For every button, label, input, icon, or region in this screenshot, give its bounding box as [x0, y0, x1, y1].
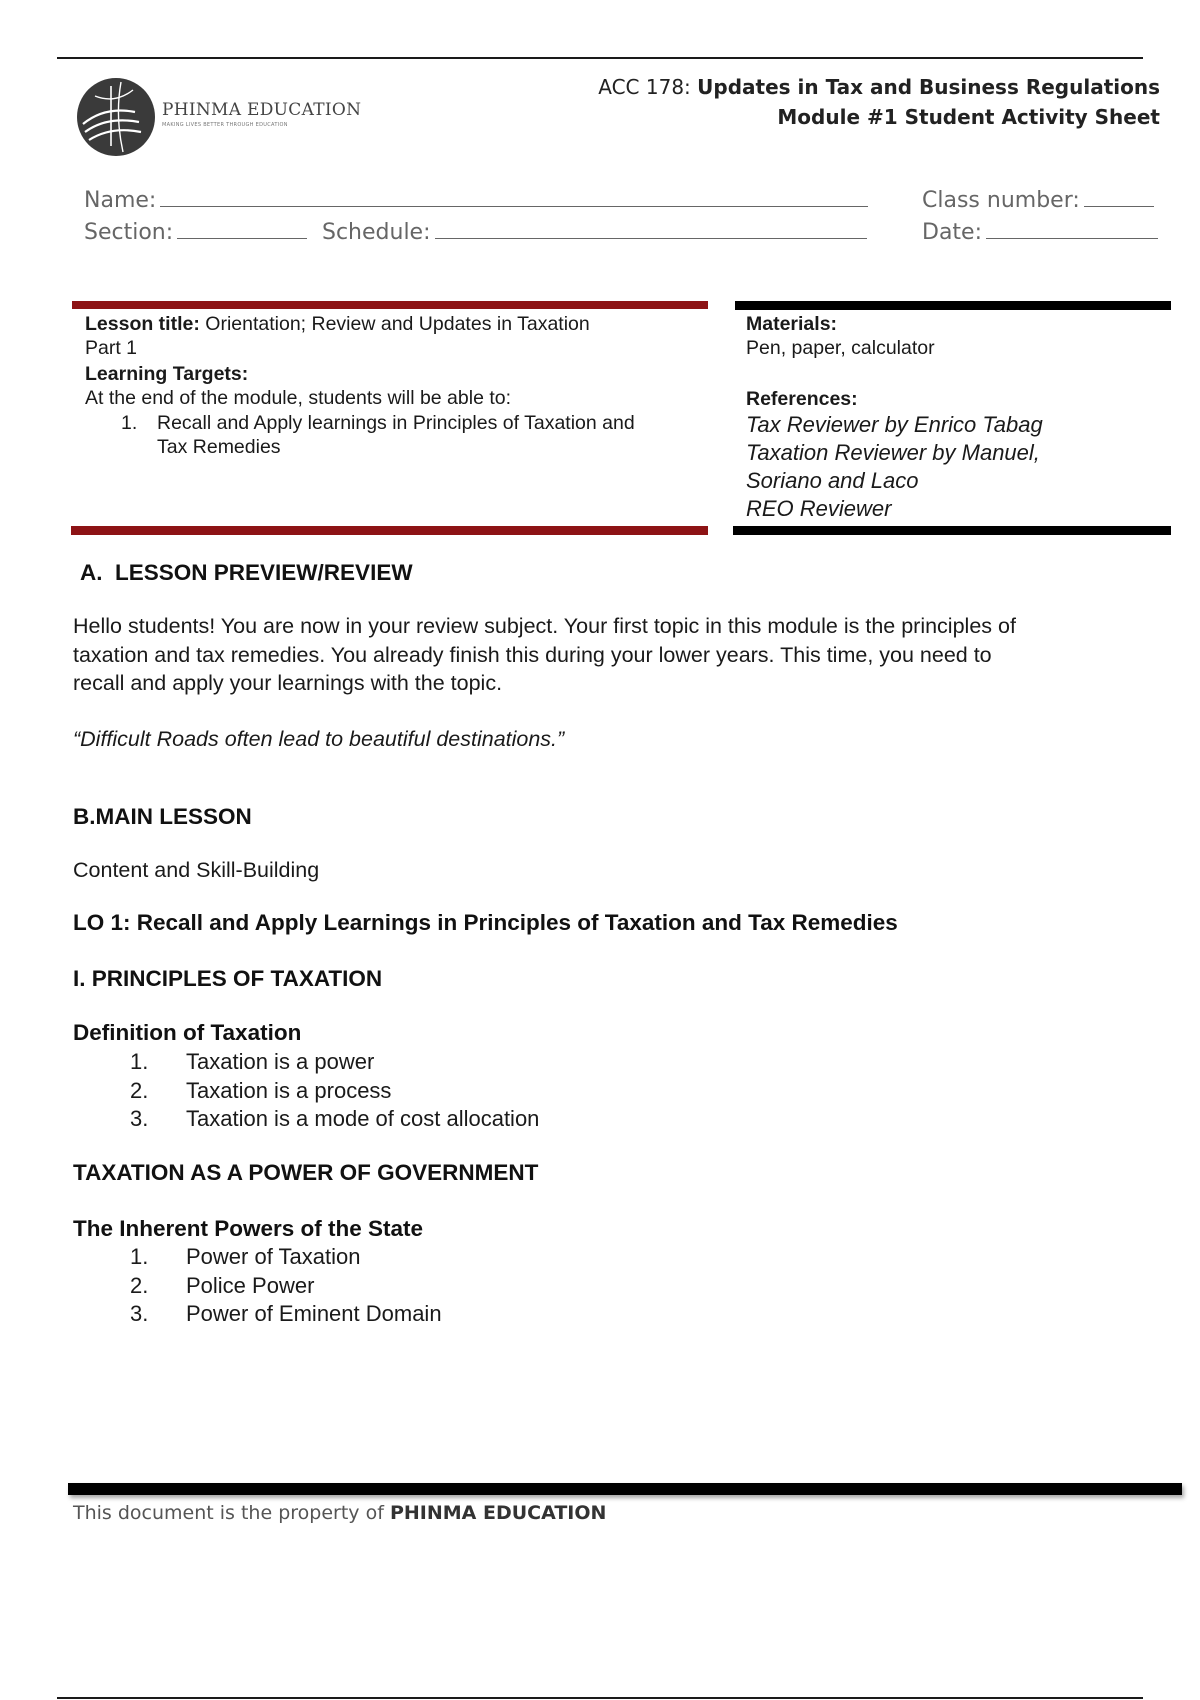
target-item: [85, 411, 705, 459]
lesson-title-label: Lesson title:: [85, 313, 200, 335]
target-num: 1.: [121, 412, 138, 434]
phinma-logo-icon: [75, 76, 157, 158]
list-num: 3.: [130, 1106, 149, 1131]
list-text: Taxation is a power: [186, 1049, 375, 1074]
list-item: [130, 1077, 539, 1106]
name-line[interactable]: [160, 184, 868, 207]
section-label: Section:: [84, 220, 174, 245]
list-item: [130, 1105, 539, 1134]
target-line1: Recall and Apply learnings in Principles of Taxation and: [157, 412, 635, 434]
preview-line: Hello students! You are now in your review subject. Your first topic in this module is the principles of: [73, 614, 1016, 638]
inherent-list: [130, 1243, 442, 1329]
list-text: Police Power: [186, 1272, 315, 1298]
name-label: Name:: [84, 188, 157, 213]
footer-text: [73, 1502, 606, 1524]
preview-line: recall and apply your learnings with the topic.: [73, 671, 503, 695]
date-line[interactable]: [986, 216, 1158, 239]
list-item: [130, 1300, 442, 1329]
materials-box-bottom-bar: [733, 526, 1171, 535]
lesson-title: [85, 312, 705, 336]
name-field[interactable]: [84, 184, 868, 213]
class-number-label: Class number:: [922, 188, 1080, 213]
list-num: 1.: [130, 1244, 149, 1269]
section-field[interactable]: [84, 216, 307, 245]
schedule-field[interactable]: [322, 216, 867, 245]
course-header: [598, 75, 1160, 99]
list-num: 1.: [130, 1049, 149, 1074]
lesson-box-top-bar: [72, 301, 708, 309]
section-a-letter: A.: [80, 560, 103, 585]
learning-targets-intro: At the end of the module, students will be able to:: [85, 387, 512, 409]
course-title: Updates in Tax and Business Regulations: [697, 75, 1160, 99]
definition-list: [130, 1048, 539, 1134]
lesson-box-bottom-bar: [71, 526, 708, 535]
list-num: 2.: [130, 1077, 149, 1103]
schedule-label: Schedule:: [322, 220, 431, 245]
materials-box-top-bar: [735, 301, 1171, 310]
course-code: ACC 178:: [598, 75, 691, 99]
list-num: 2.: [130, 1272, 149, 1298]
date-label: Date:: [922, 220, 982, 245]
materials-label: Materials:: [746, 313, 838, 335]
sheet-title: Module #1 Student Activity Sheet: [777, 105, 1160, 129]
lo-heading: LO 1: Recall and Apply Learnings in Principles of Taxation and Tax Remedies: [73, 910, 898, 935]
references-label: References:: [746, 388, 858, 410]
target-line2: Tax Remedies: [157, 436, 281, 458]
date-field[interactable]: [922, 216, 1158, 245]
list-text: Taxation is a process: [186, 1077, 392, 1103]
power-heading: TAXATION AS A POWER OF GOVERNMENT: [73, 1160, 539, 1185]
top-rule: [57, 57, 1143, 59]
footer-bar: [68, 1483, 1182, 1495]
quote: “Difficult Roads often lead to beautiful destinations.”: [73, 727, 565, 751]
section-a-heading: [80, 560, 413, 586]
materials-box: [746, 312, 1166, 523]
lesson-title-value: Orientation; Review and Updates in Taxation: [205, 313, 590, 335]
footer-owner: PHINMA EDUCATION: [389, 1502, 607, 1524]
schedule-line[interactable]: [435, 216, 867, 239]
reference-item: Taxation Reviewer by Manuel,: [746, 440, 1040, 465]
inherent-label: The Inherent Powers of the State: [73, 1216, 424, 1241]
reference-item: REO Reviewer: [746, 496, 892, 521]
preview-paragraph: [73, 612, 1183, 698]
list-item: [130, 1272, 442, 1301]
list-text: Power of Eminent Domain: [186, 1301, 442, 1326]
section-a-title: LESSON PREVIEW/REVIEW: [115, 560, 413, 585]
class-number-field[interactable]: [922, 184, 1154, 213]
lesson-title-cont: Part 1: [85, 337, 138, 359]
list-item: [130, 1243, 442, 1272]
list-item: [130, 1048, 539, 1077]
principles-heading: I. PRINCIPLES OF TAXATION: [73, 966, 383, 991]
class-number-line[interactable]: [1084, 184, 1154, 207]
preview-line: taxation and tax remedies. You already finish this during your lower years. This time, you need to: [73, 642, 992, 667]
footer-prefix: This document is the property of: [73, 1502, 384, 1524]
section-b-subheading: Content and Skill-Building: [73, 858, 320, 882]
bottom-rule: [57, 1697, 1143, 1699]
section-line[interactable]: [177, 216, 307, 239]
section-b-heading: B.MAIN LESSON: [73, 804, 252, 829]
logo-name: PHINMA EDUCATION: [162, 100, 362, 120]
list-text: Taxation is a mode of cost allocation: [186, 1106, 540, 1131]
materials-value: Pen, paper, calculator: [746, 337, 935, 359]
definition-label: Definition of Taxation: [73, 1020, 302, 1045]
lesson-box: [85, 312, 705, 459]
reference-item: Soriano and Laco: [746, 468, 919, 493]
logo-tagline: MAKING LIVES BETTER THROUGH EDUCATION: [162, 122, 288, 128]
reference-item: Tax Reviewer by Enrico Tabag: [746, 412, 1043, 437]
list-text: Power of Taxation: [186, 1244, 361, 1269]
sheet-title-line: [777, 105, 1160, 129]
learning-targets-label: Learning Targets:: [85, 363, 249, 385]
list-num: 3.: [130, 1301, 149, 1326]
